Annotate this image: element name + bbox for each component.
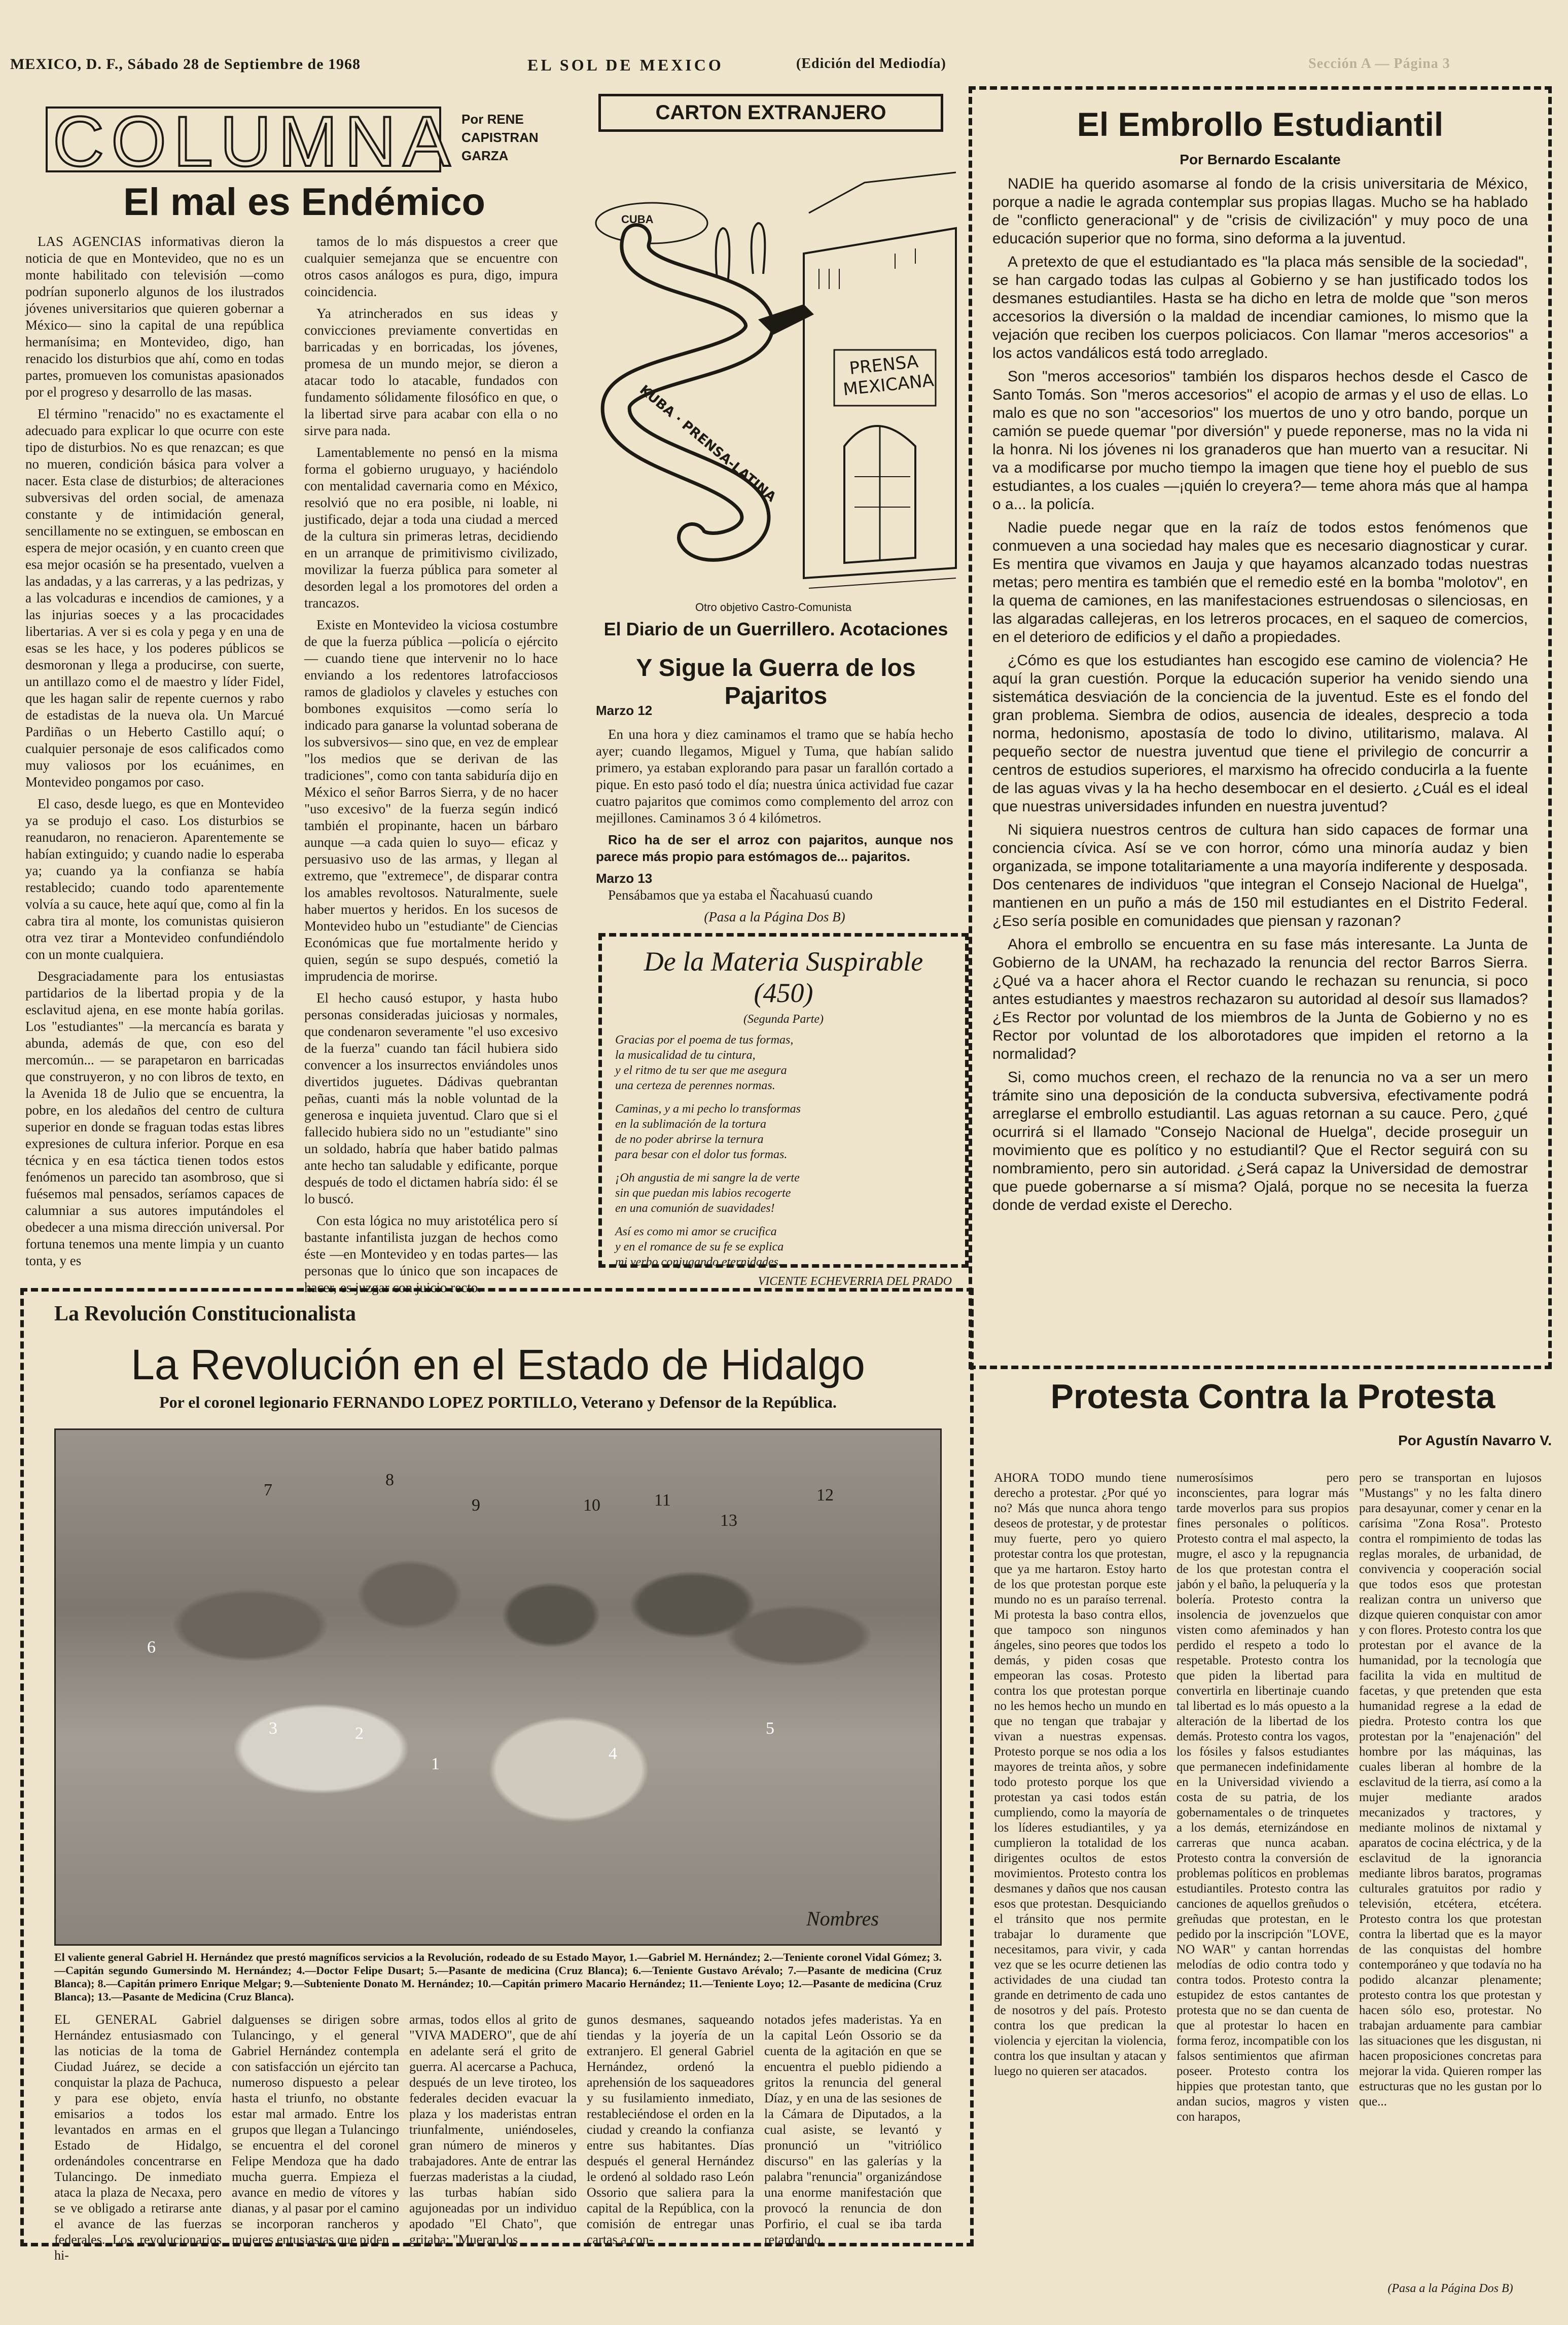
embrollo-paragraph: ¿Cómo es que los estudiantes han escogido ese camino de violencia? He aquí la gran cuestión. Porque la educación superior ha venido siendo una sistemática desviación de la conciencia de la juventud. Este es el fondo del gran problema. Siembra de odios, ausencia de ideales, desprecio a toda norma, hedonismo, apostasía de todo lo divino, utilitarismo, malava. Al pequeño sector de nuestra juventud que tiene el privilegio de concurrir a centros de estudios superiores, el marxismo ha ofrecido conducirla a la fuente de las aguas vivas y la ha hecho desembocar en el desierto. ¿Cuál es el ideal que nuestras universidades infunden en nuestra juventud?: [992, 652, 1528, 815]
diario-date-2: Marzo 13: [596, 871, 653, 886]
columna-paragraph: Con esta lógica no muy aristotélica pero sí bastante infantilista juzgan de hechos como éste —en Montevideo y en todas partes— las personas que lo único que son incapaces de hacer, es juzgar con juicio recto.: [304, 1213, 558, 1295]
masthead-date: MEXICO, D. F., Sábado 28 de Septiembre de 1968: [10, 56, 361, 73]
photo-number: 6: [147, 1638, 156, 1657]
protesta-col-2: numerosísimos pero inconscientes, para lograr más tarde moverlos para sus propios fines personales o políticos. Protesto contra el mal aspecto, la mugre, el asco y la repugnancia de los que protestan contra el jabón y el baño, la peluquería y la bolería. Protesto contra la insolencia de jovenzuelos que visten como afeminados y han perdido el respeto a todo lo respetable. Protesto contra los que piden la libertad para convertirla en libertinaje cuando tal libertad es lo más opuesto a la alteración de la libertad de los demás. Protesto contra los vagos, los fósiles y falsos estudiantes que permanecen indefinidamente en la Universidad viviendo a costa de su patria, de los gobernamentales o de trinquetes a los demás, eternizándose en carreras que nunca acaban. Protesto contra la conversión de problemas políticos en problemas estudiantiles. Protesto contra las canciones de aquellos greñudos o greñudas que protestan, en le pedido por la inscripción "LOVE, NO WAR" y cantan horrendas melodías de odio contra todo y contra todos. Protesto contra la estupidez de estos cantantes de protesta que no se dan cuenta de que al protestar lo hacen en forma feroz, incompatible con los falsos sentimientos que afirman poseer. Protesto contra los hippies que protestan tanto, que andan sucios, magros y visten con harapos,: [1177, 1471, 1349, 2124]
verse: sin que puedan mis labios recogerte: [615, 1187, 791, 1200]
revolucion-col-5: notados jefes maderistas. Ya en la capital León Ossorio se da cuenta de la agitación en que se encuentra el pueblo pidiendo a gritos la renuncia del general Díaz, y en una de las sesiones de la Cámara de Diputados, a la cual asiste, se levantó y pronunció un "vitriólico discurso" en las galerías y la palabra "renuncia" organizándose una enorme manifestación que provocó la renuncia de don Porfirio, el cual se iba tarda retardando.: [764, 2012, 942, 2247]
columna-author-1: Por RENE: [461, 112, 524, 127]
materia-box: [598, 933, 969, 1288]
photo-number: 10: [583, 1496, 600, 1515]
embrollo-paragraph: NADIE ha querido asomarse al fondo de la crisis universitaria de México, porque a nadie le agrada contemplar sus propias llagas. Mucho se ha hablado de "conflicto generacional" y de "crisis de civilización" y muy poco de una educación superior que no forma, sino deforma a la juventud.: [992, 175, 1528, 247]
protesta-col-3: pero se transportan en lujosos "Mustangs" y no les falta dinero para desayunar, comer y cenar en la carísima "Zona Rosa". Protesto contra el rompimiento de todas las reglas morales, de urbanidad, de convivencia y cooperación social que todos esos que protestan realizan contra un universo que dizque quieren conquistar con amor y con flores. Protesto contra los que protestan por el avance de la humanidad, por la tecnología que facilita la vida en multitud de facetas, y que pretenden que esta humanidad regrese a la edad de piedra. Protesto contra los que protestan por la "enajenación" del hombre por las máquinas, las cuales liberan al hombre de la esclavitud de la tierra, así como a la mujer mediante arados mecanizados y tractores, y mediante molinos de nixtamal y aparatos de cocina eléctrica, y de la esclavitud de la ignorancia mediante libros baratos, programas culturales gratuitos por radio y televisión, etcétera, etcétera. Protesto contra los que protestan contra la libertad que es la mayor de las conquistas del hombre contemporáneo y que todavía no ha podido alcanzar plenamente; protesto contra los que protestan y hacen sólo eso, protestar. No trabajan arduamente para cambiar las situaciones que les disgustan, ni hacen proposiciones concretas para mejorar la vida. Quieren romper las estructuras que no les gustan por lo que...: [1359, 1471, 1542, 2108]
verse: para besar con el dolor tus formas.: [615, 1148, 788, 1161]
diario-date-1: Marzo 12: [596, 703, 653, 718]
revolucion-col-2: dalguenses se dirigen sobre Tulancingo, y el general Gabriel Hernández contempla con satisfacción un ejército tan numeroso dispuesto a pelear hasta el triunfo, no obstante estar mal armado. Entre los grupos que llegan a Tulancingo se encuentra el del coronel Felipe Mendoza que ha dado mucha guerra. Empieza el avance en medio de vítores y dianas, y al pasar por el camino se incorporan rancheros y mujeres entusiastas que piden: [232, 2012, 399, 2247]
photo-number: 1: [431, 1755, 440, 1773]
masthead-newspaper-name: EL SOL DE MEXICO: [527, 56, 724, 74]
carton-title: CARTON EXTRANJERO: [655, 101, 886, 124]
verse: y el ritmo de tu ser que me asegura: [615, 1064, 787, 1077]
columna-paragraph: tamos de lo más dispuestos a creer que cualquier semejanza que se encuentre con otros casos análogos es pura, digo, impura coincidencia.: [304, 234, 558, 299]
revolucion-byline: Por el coronel legionario FERNANDO LOPEZ PORTILLO, Veterano y Defensor de la República.: [159, 1393, 837, 1411]
carton-label-snake: KUBA · PRENSA-LATINA: [636, 382, 779, 506]
embrollo-paragraph: Si, como muchos creen, el rechazo de la renuncia no va a ser un mero trámite sino una deposición de la conducta subversiva, efectivamente podrá arreglarse el embrollo estudiantil. Las aguas retornan a su cauce. Pero, ¿qué ocurrirá si el llamado "Consejo Nacional de Huelga", decide proseguir un movimiento que es político y no estudiantil? Que el Rector seguirá con su nombramiento, pero sin autoridad. ¿Será capaz la Universidad de demostrar que puede gobernarse a sí misma? Ojalá, porque no se necesita la fuerza donde de verdad existe el Derecho.: [992, 1069, 1528, 1213]
columna-paragraph: Ya atrincherados en sus ideas y convicciones previamente convertidas en barricadas y en borricadas, los jóvenes, promesa de un mundo mejor, se dieron a atacar todo lo atacable, fundados con fundamento sólidamente filosófico en que, o la libertad sirve para acabar con ella o no sirve para nada.: [304, 306, 558, 438]
photo-number: 9: [472, 1496, 480, 1515]
photo-number: 8: [385, 1471, 394, 1489]
verse: la musicalidad de tu cintura,: [615, 1049, 756, 1062]
revolucion-title: La Revolución en el Estado de Hidalgo: [131, 1341, 865, 1388]
columna-paragraph: El hecho causó estupor, y hasta hubo personas consideradas juiciosas y normales, que condenaron severamente "el uso excesivo de la fuerza" cuando tan fácil hubiera sido convencer a los insurrectos enviándoles unos divertidos juguetes. Dádivas quebrantan peñas, cuanti más la noble voluntad de la generosa e inquieta juventud. Claro que si el fallecido hubiera sido no un "estudiante" sino un soldado, habría que haber batido palmas ante hecho tan saludable y edificante, porque después de todo el dictamen habría sido: él se lo buscó.: [304, 990, 558, 1206]
revolucion-col-1: EL GENERAL Gabriel Hernández entusiasmado con las noticias de la toma de Ciudad Juárez, se decide a conquistar la plaza de Pachuca, y para ese objeto, envía emisarios a todos los levantados en armas en el Estado de Hidalgo, ordenándoles concentrarse en Tulancingo. De inmediato ataca la plaza de Necaxa, pero se ve obligado a retirarse ante el avance de las fuerzas federales. Los revolucionarios hi-: [54, 2012, 222, 2263]
materia-stanza-1: [615, 1032, 952, 1093]
verse: y en el romance de su fe se explica: [615, 1240, 784, 1254]
photo-number: 5: [766, 1719, 774, 1738]
materia-title: De la Materia Suspirable (450): [644, 946, 923, 1008]
columna-paragraph: Existe en Montevideo la viciosa costumbre de que la fuerza pública —policía o ejército— cuando tiene que intervenir no lo hace enviando a los redentores latrofacciosos ramos de gladiolos y claveles y estuches con bombones exquisitos —como sería lo indicado para ganarse la voluntad soberana de los subversivos— sino que, en vez de emplear "los medios que se derivan de las tradiciones", como con tanta sabiduría dijo en México el señor Barros Sierra, y de no hacer "uso excesivo" de la fuerza según indicó también el propinante, hacen un bárbaro aunque —a cada quien lo suyo— eficaz y persuasivo uso de las armas, y llegan al extremo, que "extremece", de disparar contra los amables revoltosos. Naturalmente, suele haber muertos y heridos. En los sucesos de Montevideo hubo un "estudiante" de Ciencias Económicas que fue mortalmente herido y quien, según se supo después, cometió la imprudencia de morirse.: [304, 617, 558, 984]
verse: una certeza de perennes normas.: [615, 1079, 775, 1092]
carton-label-prensa: PRENSA MEXICANA: [842, 351, 935, 400]
revolucion-caption: El valiente general Gabriel H. Hernández que prestó magníficos servicios a la Revolución, rodeado de su Estado Mayor, 1.—Gabriel M. Hernández; 2.—Teniente coronel Vidal Gómez; 3.—Capitán segundo Gumersindo M. Hernández; 4.—Doctor Felipe Dusart; 5.—Pasante de medicina (Cruz Blanca); 6.—Teniente Gustavo Arévalo; 7.—Pasante de medicina (Cruz Blanca); 8.—Capitán primero Enrique Melgar; 9.—Subteniente Donato M. Hernández; 10.—Capitán primero Macario Hernández; 11.—Teniente Loyo; 12.—Pasante de medicina (Cruz Blanca); 13.—Pasante de Medicina (Cruz Blanca).: [54, 1951, 942, 2003]
masthead-edition: (Edición del Mediodía): [796, 56, 946, 71]
diario-body: [596, 702, 953, 925]
revolucion-col-4: gunos desmanes, saqueando tiendas y la joyería de un extranjero. El general Gabriel Hernández, ordenó la aprehensión de los saqueadores y su fusilamiento inmediato, restableciéndose el orden en la ciudad y creando la confianza entre sus habitantes. Días después el general Hernández le ordenó al soldado raso León Ossorio que saliera para la capital de la República, con la comisión de entregar unas cartas a con-: [587, 2012, 754, 2247]
columna-paragraph: Lamentablemente no pensó en la misma forma el gobierno uruguayo, y haciéndolo con mentalidad cavernaria como en México, resolvió que no era posible, ni loable, ni justificado, dejar a toda una ciudad a merced de la cultura sin primeras letras, decidiendo en un arranque de primitivismo civilizado, movilizar la fuerza pública para someter al desorden legal a los promotores del orden a trancazos.: [304, 445, 558, 611]
revolucion-section: La Revolución Constitucionalista: [54, 1302, 357, 1326]
protesta-continue: (Pasa a la Página Dos B): [1387, 2282, 1513, 2295]
embrollo-byline: Por Bernardo Escalante: [1180, 152, 1341, 167]
columna-column-2: [304, 233, 558, 1295]
verse: Gracias por el poema de tus formas,: [615, 1033, 794, 1047]
carton-title-box: [598, 94, 943, 132]
columna-column-1: [25, 233, 284, 1278]
materia-part: (Segunda Parte): [743, 1013, 824, 1026]
materia-stanza-2: [615, 1101, 952, 1162]
diario-title: El Diario de un Guerrillero. Acotaciones: [603, 619, 948, 639]
photo-number: 7: [264, 1481, 272, 1499]
materia-stanza-3: [615, 1170, 952, 1216]
revolucion-col-3: armas, todos ellos al grito de "VIVA MADERO", que de ahí en adelante será el grito de guerra. Al acercarse a Pachuca, después de un leve tiroteo, los federales deciden evacuar la plaza y los maderistas entran triunfalmente, uniéndoseles, gran número de mineros y trabajadores. Ante de entrar las fuerzas maderistas a la ciudad, las turbas habían sido agujoneadas por un individuo apodado "El Chato", que gritaba: "Mueran los: [409, 2012, 577, 2247]
columna-paragraph: Desgraciadamente para los entusiastas partidarios de la libertad propia y de la esclavitud ajena, en ese monte había gorilas. Los "estudiantes" —la mercancía es barata y abunda, además de que, con eso del mercomún... — se parapetaron en barricadas que construyeron, y no con libros de texto, en la Avenida 18 de Julio que se encuentra, la pobre, en los aledaños del centro de cultura superior en donde se fraguan todas estas libres expresiones de cultura inferior. Porque en esa técnica y en esa táctica tienen todos estos fenómenos un parecido tan asombroso, que si fuésemos mal pensados, seríamos capaces de calumniar a sus autores imputándoles el obedecer a una misma dirección universal. Por fortuna tenemos una mente limpia y un cuanto tonta, y es: [25, 969, 284, 1268]
embrollo-paragraph: Nadie puede negar que en la raíz de todos estos fenómenos que conmueven a una sociedad hay males que es necesario diagnosticar y curar. Es mentira que vivamos en Jauja y que hayamos alcanzado todas nuestras metas; pero mentira es también que el remedio esté en la bomba "molotov", en la quema de camiones, en las manifestaciones estruendosas o silenciosas, en las algaradas callejeras, en los letreros procaces, en el saqueo de comercios, en el deterioro de edificios y el daño a propiedades.: [992, 519, 1528, 646]
columna-header: [41, 101, 548, 183]
columna-label: COLUMNA: [46, 106, 441, 172]
diario-paragraph-2: Pensábamos que ya estaba el Ñacahuasú cuando: [608, 887, 873, 903]
protesta-col-1: AHORA TODO mundo tiene derecho a protestar. ¿Por qué yo no? Más que nunca ahora tengo deseos de protestar, y de protestar muy fuerte, pero yo quiero protestar contra los que protestan, que ya me hartaron. Estoy harto de los que protestan porque este mundo no es un paraíso terrenal. Mi protesta la baso contra ellos, que tampoco son ningunos ángeles, sino peores que todos los demás, y piden cosas que empeoran las cosas. Protesto contra los que protestan porque no les hemos hecho un mundo en que no tengan que trabajar y vivan a nuestras expensas. Protesto porque se nos odia a los mayores de treinta años, y sobre todo protesto porque los que protestan ya casi todos están cumpliendo, como la mayoría de los líderes estudiantiles, y ya cumplieron la totalidad de los dirigentes ocultos de estos movimientos. Protesto contra los desmanes y daños que nos causan esos que protestan. Desquiciando el tránsito que nos permite trabajar lo duramente que necesitamos, para vivir, y cada vez que se les ocurre detienen las actividades de una ciudad tan grande en detrimento de cada uno de nosotros y del país. Protesto contra los que predican la violencia y ejercitan la violencia, contra los que insultan y atacan y luego no quieren ser atacados.: [994, 1471, 1166, 2078]
verse: mi verbo conjugando eternidades.: [615, 1256, 781, 1269]
carton-label-cuba: CUBA: [621, 213, 654, 226]
verse: Caminas, y a mi pecho lo transformas: [615, 1102, 801, 1116]
columna-author-2: CAPISTRAN: [461, 130, 539, 145]
photo-number: 12: [816, 1486, 834, 1505]
diario-note: Rico ha de ser el arroz con pajaritos, aunque nos parece más propio para estómagos de... pajaritos.: [596, 832, 953, 864]
embrollo-paragraph: A pretexto de que el estudiantado es "la placa más sensible de la sociedad", se han cargado todas las culpas al Gobierno y se han justificado todos los desmanes estudiantiles. Hasta se ha dicho en letra de molde que "son meros accesorios la diversión o la maldad de incendiar camiones, lo mismo que la vejación que reciben los cuerpos policiacos. Con llamar "meros accesorios" a los actos vandálicos está todo arreglado.: [992, 254, 1528, 362]
verse: Así es como mi amor se crucifica: [615, 1225, 777, 1238]
columna-author-3: GARZA: [461, 148, 509, 163]
carton-cartoon: [591, 152, 956, 598]
verse: en una comunión de suavidades!: [615, 1202, 775, 1215]
verse: en la sublimación de la tortura: [615, 1118, 766, 1131]
photo-number: 4: [609, 1744, 617, 1763]
embrollo-body: [992, 175, 1528, 1214]
diario-continue: (Pasa a la Página Dos B): [704, 909, 845, 924]
protesta-title: Protesta Contra la Protesta: [1050, 1377, 1495, 1416]
columna-title: El mal es Endémico: [123, 181, 485, 224]
verse: de no poder abrirse la ternura: [615, 1133, 764, 1146]
materia-author: VICENTE ECHEVERRIA DEL PRADO: [758, 1275, 952, 1288]
embrollo-paragraph: Son "meros accesorios" también los disparos hechos desde el Casco de Santo Tomás. Son "meros accesorios" el acopio de armas y el uso de ellas. Lo malo es que no son "accesorios" los muertos de uno y otro bando, porque un camión se puede quemar "por diversión" y puede reponerse, mas no la vida ni la honra. Ni los jóvenes ni los granaderos que han muerto van a resucitar. Ni va a modificarse por mucho tiempo la imagen que tiene hoy el pueblo de sus estudiantes, a los cuales —¡quién lo creyera?— teme ahora más que al hampa o a... la policía.: [992, 368, 1528, 513]
embrollo-paragraph: Ahora el embrollo se encuentra en su fase más interesante. La Junta de Gobierno de la UNAM, ha rechazado la renuncia del rector Barros Sierra. ¿Qué va a hacer ahora el Rector cuando le rechazan su renuncia, si poco antes estudiantes y maestros rechazaron su autoridad al desoír sus llamados? ¿Es Rector por voluntad de los miembros de la Junta de Gobierno y no es Rector por voluntad de los alborotadores que impiden el retorno a la normalidad?: [992, 936, 1528, 1062]
embrollo-title: El Embrollo Estudiantil: [1077, 105, 1444, 143]
embrollo-paragraph: Ni siquiera nuestros centros de cultura han sido capaces de formar una conciencia cívica. Así se ve con horror, cómo una minoría audaz y bien organizada, se impone totalitariamente a una mayoría indiferente y desposada. Dos centenares de individuos "que integran el Consejo Nacional de Huelga", mantienen en un puño a más de 150 mil estudiantes en el Distrito Federal. ¿Eso sería posible en comunidades que piensan y razonan?: [992, 821, 1528, 929]
masthead-page: Sección A — Página 3: [1308, 56, 1450, 71]
masthead: [10, 56, 1557, 80]
verse: ¡Oh angustia de mi sangre la de verte: [615, 1171, 800, 1185]
columna-paragraph: LAS AGENCIAS informativas dieron la noticia de que en Montevideo, que no es un monte habilitado con televisión —como podrían suponerlo algunos de los ilustrados jóvenes universitarios que quieren gobernar a México— sino la capital de una república hermanísima; en Montevideo, digo, han renacido los disturbios que ahí, como en todas partes, promueven los comunistas apasionados por el progreso y desarrollo de las masas.: [25, 234, 284, 400]
materia-stanza-4: [615, 1224, 952, 1270]
columna-paragraph: El término "renacido" no es exactamente el adecuado para explicar lo que ocurre con este tipo de disturbios. No es que renazcan; es que no mueren, condición básica para volver a nacer. Esta clase de disturbios; de alteraciones subversivas del orden social, de amenaza constante y de intimidación general, sencillamente no se extinguen, se emboscan en espera de mejor ocasión, y en cuanto creen que esa mejor ocasión se ha presentado, vuelven a las andadas, y a las carreras, y a las pedrizas, y a las volcaduras e incendios de camiones, y a las injurias soeces y a las procacidades libertarias. A ver si es cola y pega y en una de esas se les hace, y los poderes públicos se desmoronan y llega a producirse, con suerte, un antillazo como el de maestro y líder Fidel, que les hagan salir de repente cuernos y rabo de estadistas de la nueva ola. Un Marcué Pardiñas o un Heberto Castillo aquí; o cualquier personaje de esos calificados como muy valiosos por los ecuánimes, en Montevideo pongamos por caso.: [25, 406, 284, 790]
photo-number: 13: [720, 1511, 737, 1530]
photo-number: 11: [654, 1491, 671, 1510]
revolucion-box: [20, 1288, 974, 2263]
carton-caption: Otro objetivo Castro-Comunista: [695, 601, 852, 614]
revolucion-photo: [54, 1428, 942, 1946]
photo-number: 2: [355, 1724, 364, 1743]
embrollo-box: [969, 86, 1552, 1369]
protesta-byline: Por Agustín Navarro V.: [1398, 1433, 1552, 1448]
photo-number: 3: [269, 1719, 277, 1738]
diario-subtitle: Y Sigue la Guerra de los Pajaritos: [636, 655, 916, 709]
photo-handwritten: Nombres: [806, 1907, 879, 1930]
diario-paragraph-1: En una hora y diez caminamos el tramo que se había hecho ayer; cuando llegamos, Miguel y Tuma, que habían salido primero, ya estaban explorando para pasar un farallón cortado a pique. En esto pasó todo el día; nuestra única actividad fue cazar cuatro pajaritos que comimos como complemento del arroz con mejillones. Caminamos 3 ó 4 kilómetros.: [596, 727, 953, 826]
columna-paragraph: El caso, desde luego, es que en Montevideo ya se produjo el caso. Los disturbios se reanudaron, no renacieron. Aparentemente se habían extinguido; y cuando nadie lo esperaba ya; cuando ya la confianza se había restablecido; cuando todo aparentemente volvía a su cauce, hete aquí que, como al fin la cabra tira al monte, los comunistas quisieron otra vez tirar a Montevideo confundiéndolo con un monte cualquiera.: [25, 796, 284, 962]
